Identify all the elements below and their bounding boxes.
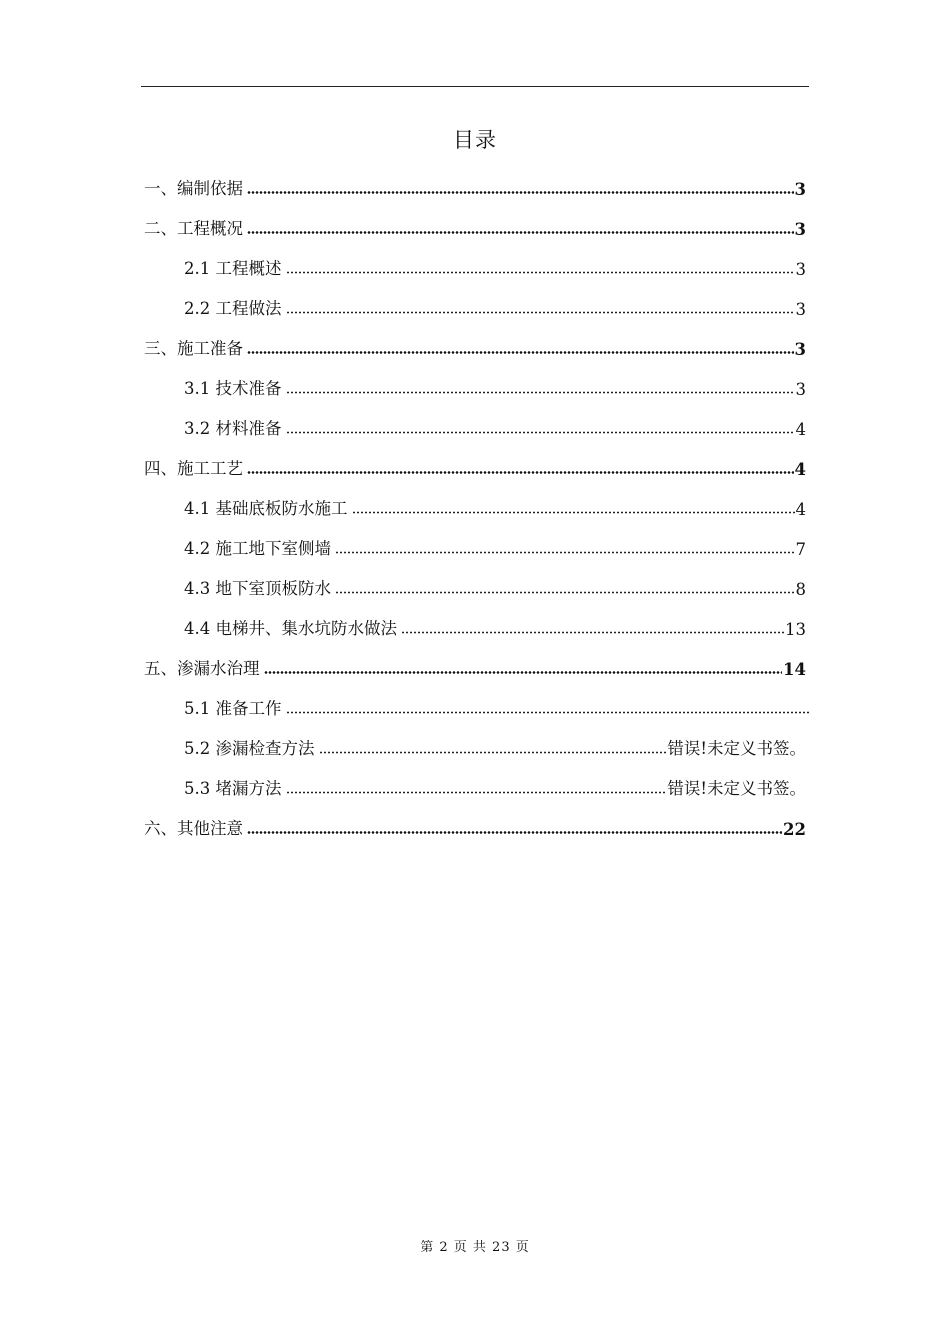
toc-entry-label: 4.1 基础底板防水施工 <box>184 499 348 518</box>
toc-entry-page: 8 <box>795 580 806 599</box>
toc-entry[interactable] <box>184 375 806 399</box>
toc-entry-label: 4.3 地下室顶板防水 <box>184 579 331 598</box>
toc-entry-label: 3.2 材料准备 <box>184 419 282 438</box>
toc-entry[interactable] <box>144 815 806 839</box>
toc-entry-label: 四、施工工艺 <box>144 459 243 478</box>
toc-entry[interactable] <box>144 655 806 679</box>
toc-entry[interactable] <box>184 575 806 599</box>
toc-entry-label: 五、渗漏水治理 <box>144 659 260 678</box>
toc-dot-leader <box>401 631 784 634</box>
page-footer: 第 2 页 共 23 页 <box>420 1240 530 1255</box>
toc-entry-label: 2.2 工程做法 <box>184 299 282 318</box>
toc-title: 目录 <box>453 128 497 152</box>
toc-entry-page: 13 <box>785 620 806 639</box>
toc-entry-label: 3.1 技术准备 <box>184 379 282 398</box>
toc-entry-page: 7 <box>795 540 806 559</box>
toc-entry[interactable] <box>184 615 806 639</box>
toc-entry-page: 22 <box>783 820 806 839</box>
toc-entry[interactable] <box>184 255 806 279</box>
toc-entry-label: 2.1 工程概述 <box>184 259 282 278</box>
toc-entry-label: 4.2 施工地下室侧墙 <box>184 539 331 558</box>
toc-entry[interactable] <box>144 215 806 239</box>
toc-entry-page: 14 <box>783 660 806 679</box>
toc-dot-leader <box>286 711 812 714</box>
toc-entry[interactable] <box>184 415 806 439</box>
toc-dot-leader <box>335 551 795 554</box>
toc-entry[interactable] <box>184 495 806 519</box>
toc-dot-leader <box>264 671 783 674</box>
toc-entry-page: 3 <box>794 220 806 239</box>
header-rule <box>141 86 809 87</box>
toc-entry-page: 4 <box>795 420 806 439</box>
toc-entry-page: 4 <box>795 500 806 519</box>
toc-entry-page: 3 <box>795 380 806 399</box>
toc-dot-leader <box>286 391 795 394</box>
toc-entry-label: 5.2 渗漏检查方法 <box>184 739 315 758</box>
toc-entry[interactable] <box>144 455 806 479</box>
toc-entry-page: 4 <box>794 460 806 479</box>
toc-entry-page: 3 <box>794 340 806 359</box>
toc-dot-leader <box>286 311 795 314</box>
toc-entry-label: 二、工程概况 <box>144 219 243 238</box>
toc-entry-label: 六、其他注意 <box>144 819 243 838</box>
toc-entry[interactable] <box>184 735 806 759</box>
toc-entry[interactable] <box>144 335 806 359</box>
toc-dot-leader <box>247 191 794 194</box>
toc-dot-leader <box>286 271 795 274</box>
toc-entry-page: 3 <box>795 260 806 279</box>
toc-entry-page-error: 错误!未定义书签。 <box>667 779 806 798</box>
toc-entry[interactable] <box>184 535 806 559</box>
toc-entry-label: 4.4 电梯井、集水坑防水做法 <box>184 619 397 638</box>
toc-entry-label: 三、施工准备 <box>144 339 243 358</box>
toc-entry-page-error: 错误!未定义书签。 <box>667 739 806 758</box>
toc-dot-leader <box>247 831 782 834</box>
toc-dot-leader <box>352 511 795 514</box>
toc-entry-page: 3 <box>794 180 806 199</box>
toc-entry[interactable] <box>184 775 806 799</box>
toc-entry-page: 3 <box>795 300 806 319</box>
toc-entry[interactable] <box>184 295 806 319</box>
toc-dot-leader <box>247 231 794 234</box>
toc-dot-leader <box>247 351 794 354</box>
toc-dot-leader <box>319 751 667 754</box>
toc-entry[interactable] <box>184 695 812 719</box>
toc-dot-leader <box>286 431 795 434</box>
toc-entry-label: 5.1 准备工作 <box>184 699 282 718</box>
toc-entry[interactable] <box>144 175 806 199</box>
toc-entry-label: 一、编制依据 <box>144 179 243 198</box>
toc-dot-leader <box>286 791 667 794</box>
toc-dot-leader <box>335 591 795 594</box>
toc-dot-leader <box>247 471 794 474</box>
toc-entry-label: 5.3 堵漏方法 <box>184 779 282 798</box>
